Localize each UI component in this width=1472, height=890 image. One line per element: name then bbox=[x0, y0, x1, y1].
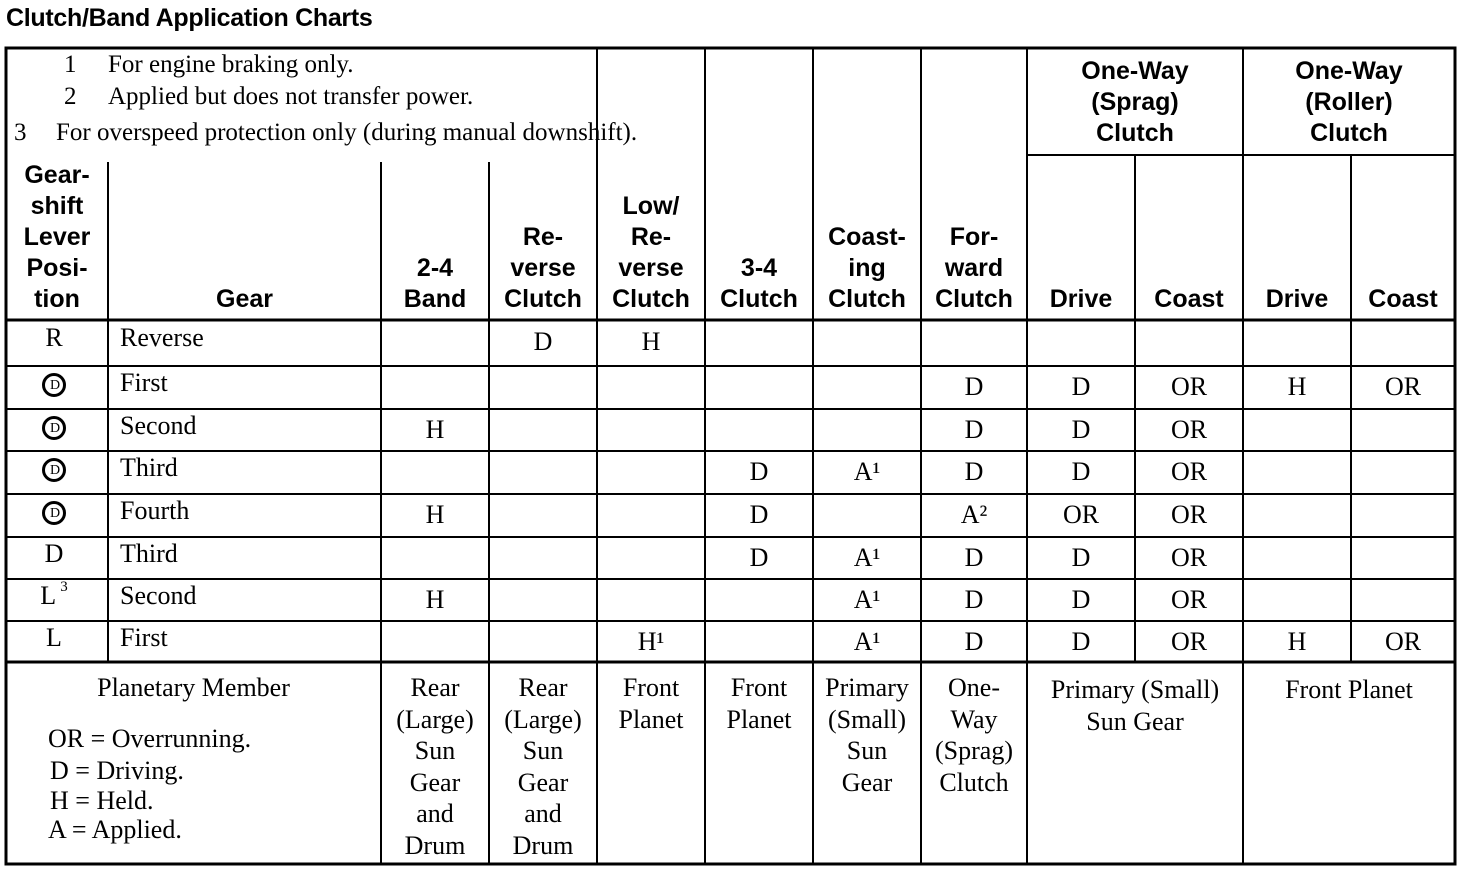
row-4-gear: Third bbox=[120, 453, 178, 482]
cell-reverse-clutch: D bbox=[533, 327, 553, 356]
position-letter: L bbox=[46, 623, 62, 652]
header-sprag-clutch: One-Way (Sprag) Clutch bbox=[1081, 57, 1189, 147]
row-6-gear: Third bbox=[120, 539, 178, 568]
position-letter: D bbox=[50, 378, 61, 393]
cell-sprag-drive: D bbox=[1071, 415, 1091, 444]
row-7-position bbox=[6, 581, 102, 611]
member-roller-clutch: Front Planet bbox=[1285, 675, 1413, 704]
row-7-gear: Second bbox=[120, 581, 197, 610]
cell-coasting-clutch: A¹ bbox=[853, 543, 881, 572]
note-3-text: For overspeed protection only (during manual downshift). bbox=[56, 119, 638, 146]
row-5-position bbox=[6, 496, 102, 527]
member-reverse-clutch: Rear (Large) Sun Gear and Drum bbox=[504, 673, 582, 860]
position-letter: D bbox=[50, 463, 61, 478]
cell-coasting-clutch: A¹ bbox=[853, 457, 881, 486]
cell-sprag-drive: OR bbox=[1062, 500, 1100, 529]
cell-low-reverse-clutch: H¹ bbox=[637, 627, 665, 656]
row-2-position bbox=[6, 368, 102, 399]
cell-sprag-coast: OR bbox=[1170, 543, 1208, 572]
cell-3-4-clutch: D bbox=[749, 457, 769, 486]
cell-sprag-drive: D bbox=[1071, 372, 1091, 401]
cell-sprag-coast: OR bbox=[1170, 457, 1208, 486]
row-6-position bbox=[6, 539, 102, 569]
note-1-number: 1 bbox=[64, 51, 77, 78]
header-roller-clutch: One-Way (Roller) Clutch bbox=[1295, 57, 1403, 147]
cell-sprag-coast: OR bbox=[1170, 500, 1208, 529]
cell-2-4-band: H bbox=[425, 415, 445, 444]
header-low-reverse-clutch: Low/ Re- verse Clutch bbox=[612, 192, 690, 313]
page-title: Clutch/Band Application Charts bbox=[6, 4, 373, 32]
cell-sprag-drive: D bbox=[1071, 457, 1091, 486]
cell-sprag-drive: D bbox=[1071, 543, 1091, 572]
position-letter: D bbox=[44, 539, 64, 568]
cell-2-4-band: H bbox=[425, 585, 445, 614]
circled-position-icon bbox=[42, 501, 66, 525]
member-forward-clutch: One- Way (Sprag) Clutch bbox=[935, 673, 1013, 797]
cell-forward-clutch: D bbox=[964, 457, 984, 486]
circled-position-icon bbox=[42, 458, 66, 482]
cell-forward-clutch: D bbox=[964, 627, 984, 656]
cell-coasting-clutch: A¹ bbox=[853, 585, 881, 614]
planetary-member-label: Planetary Member bbox=[97, 673, 290, 702]
cell-roller-drive: H bbox=[1287, 627, 1307, 656]
legend-applied: A = Applied. bbox=[48, 815, 182, 844]
cell-roller-coast: OR bbox=[1384, 372, 1422, 401]
note-2-text: Applied but does not transfer power. bbox=[108, 83, 474, 110]
position-letter: D bbox=[50, 421, 61, 436]
cell-forward-clutch: D bbox=[964, 372, 984, 401]
row-5-gear: Fourth bbox=[120, 496, 190, 525]
row-8-position bbox=[6, 623, 102, 653]
cell-2-4-band: H bbox=[425, 500, 445, 529]
position-letter: D bbox=[50, 506, 61, 521]
cell-roller-drive: H bbox=[1287, 372, 1307, 401]
position-footnote: 3 bbox=[60, 579, 68, 595]
header-roller-coast: Coast bbox=[1368, 285, 1438, 313]
cell-forward-clutch: D bbox=[964, 543, 984, 572]
cell-coasting-clutch: A¹ bbox=[853, 627, 881, 656]
header-coasting-clutch: Coast- ing Clutch bbox=[828, 223, 906, 313]
cell-forward-clutch: D bbox=[964, 585, 984, 614]
row-8-gear: First bbox=[120, 623, 168, 652]
cell-roller-coast: OR bbox=[1384, 627, 1422, 656]
circled-position-icon bbox=[42, 373, 66, 397]
note-1-text: For engine braking only. bbox=[108, 51, 354, 78]
cell-forward-clutch: D bbox=[964, 415, 984, 444]
position-letter: R bbox=[45, 323, 63, 352]
header-position: Gear- shift Lever Posi- tion bbox=[23, 161, 91, 313]
cell-3-4-clutch: D bbox=[749, 543, 769, 572]
header-roller-drive: Drive bbox=[1265, 285, 1329, 313]
cell-sprag-coast: OR bbox=[1170, 585, 1208, 614]
header-gear: Gear bbox=[216, 285, 273, 313]
cell-sprag-drive: D bbox=[1071, 627, 1091, 656]
row-3-gear: Second bbox=[120, 411, 197, 440]
row-1-position bbox=[6, 323, 102, 353]
member-coasting-clutch: Primary (Small) Sun Gear bbox=[825, 673, 909, 797]
cell-sprag-coast: OR bbox=[1170, 415, 1208, 444]
member-sprag-clutch: Primary (Small) Sun Gear bbox=[1050, 675, 1220, 736]
cell-forward-clutch: A² bbox=[960, 500, 988, 529]
cell-sprag-coast: OR bbox=[1170, 627, 1208, 656]
header-sprag-drive: Drive bbox=[1049, 285, 1113, 313]
note-3-number: 3 bbox=[14, 119, 27, 146]
header-forward-clutch: For- ward Clutch bbox=[935, 223, 1013, 313]
cell-sprag-coast: OR bbox=[1170, 372, 1208, 401]
row-2-gear: First bbox=[120, 368, 168, 397]
member-low-reverse-clutch: Front Planet bbox=[618, 673, 684, 734]
position-letter: L bbox=[40, 581, 57, 610]
cell-sprag-drive: D bbox=[1071, 585, 1091, 614]
member-2-4-band: Rear (Large) Sun Gear and Drum bbox=[396, 673, 474, 860]
cell-3-4-clutch: D bbox=[749, 500, 769, 529]
note-2-number: 2 bbox=[64, 83, 77, 110]
row-1-gear: Reverse bbox=[120, 323, 204, 352]
row-3-position bbox=[6, 411, 102, 442]
header-reverse-clutch: Re- verse Clutch bbox=[504, 223, 582, 313]
row-4-position bbox=[6, 453, 102, 484]
header-2-4-band: 2-4 Band bbox=[403, 254, 467, 313]
member-3-4-clutch: Front Planet bbox=[726, 673, 792, 734]
header-3-4-clutch: 3-4 Clutch bbox=[720, 254, 798, 313]
legend-driving: D = Driving. bbox=[50, 756, 184, 785]
legend-held: H = Held. bbox=[50, 786, 154, 815]
header-sprag-coast: Coast bbox=[1154, 285, 1224, 313]
cell-low-reverse-clutch: H bbox=[641, 327, 661, 356]
circled-position-icon bbox=[42, 416, 66, 440]
legend-overrunning: OR = Overrunning. bbox=[48, 724, 252, 753]
